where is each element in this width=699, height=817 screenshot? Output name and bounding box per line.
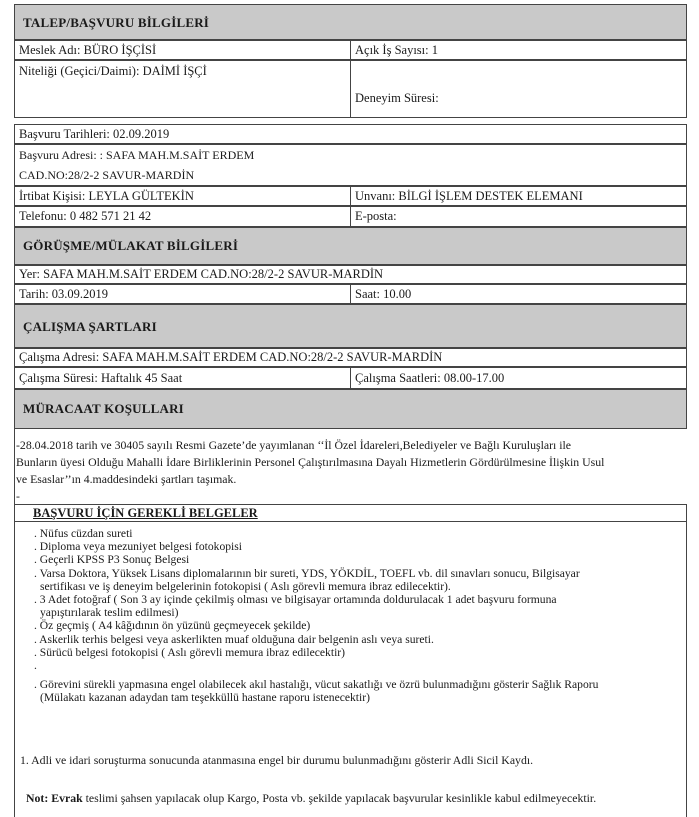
section-title: GÖRÜŞME/MÜLAKAT BİLGİLERİ [23,238,239,253]
section-header-gorusme [14,227,687,265]
list-item: yapıştırılarak teslim edilmesi) [40,606,179,620]
unvani-field: Unvanı: BİLGİ İŞLEM DESTEK ELEMANI [350,187,686,205]
gorusme-yer-field: Yer: SAFA MAH.M.SAİT ERDEM CAD.NO:28/2-2 SAVUR-MARDİN [19,267,384,281]
list-item: . 3 Adet fotoğraf ( Son 3 ay içinde çekilmiş olması ve bilgisayar ortamında doldurulacak 1 adet başvuru formuna [34,593,557,607]
row-calisma-adresi [14,348,687,367]
calisma-saatleri-field: Çalışma Saatleri: 08.00-17.00 [350,368,686,388]
evrak-note-text: teslimi şahsen yapılacak olup Kargo, Posta vb. şekilde yapılacak başvurular kesinlikle kabul edilmeyecektir. [82,791,597,805]
row-calisma-suresi [14,367,687,389]
muracaat-dash: - [16,489,20,503]
row-niteligi [14,60,687,118]
belgeler-header [15,505,686,522]
muracaat-line2: Bunların üyesi Olduğu Mahalli İdare Birliklerinin Personel Çalıştırılmasına Dayalı Hizmetlerin Gördürülmesine İlişkin Usul [16,455,605,469]
calisma-adresi-field: Çalışma Adresi: SAFA MAH.M.SAİT ERDEM CAD.NO:28/2-2 SAVUR-MARDİN [19,350,443,364]
niteligi-field: Niteliği (Geçici/Daimi): DAİMİ İŞÇİ [19,64,207,78]
list-item: . Diploma veya mezuniyet belgesi fotokopisi [34,540,242,554]
list-item: . Nüfus cüzdan sureti [34,527,133,540]
list-item: . Sürücü belgesi fotokopisi ( Aslı görevli memura ibraz edilecektir) [34,645,346,659]
evrak-note [26,791,596,806]
list-item: . Askerlik terhis belgesi veya askerlikten muaf olduğuna dair belgenin aslı veya sureti. [34,632,434,646]
row-meslek [14,40,687,60]
list-item: . Varsa Doktora, Yüksek Lisans diplomalarının bir sureti, YDS, YÖKDİL, TOEFL vb. dil sınavları sonucu, Bilgisayar [34,566,580,580]
gorusme-tarih-field: Tarih: 03.09.2019 [19,286,109,301]
section-title: MÜRACAAT KOŞULLARI [23,401,184,416]
list-item: (Mülakatı kazanan adaydan tam teşekküllü hastane raporu istenecektir) [40,691,370,705]
basvuru-adresi-line1: Başvuru Adresi: : SAFA MAH.M.SAİT ERDEM [19,148,255,162]
row-telefon [14,206,687,227]
telefon-field: Telefonu: 0 482 571 21 42 [19,209,152,223]
evrak-note-label: Not: Evrak [26,791,83,805]
section-header-muracaat [14,389,687,429]
muracaat-line1: -28.04.2018 tarih ve 30405 sayılı Resmi Gazete’de yayımlanan ‘‘İl Özel İdareleri,Belediyeler ve Bağlı Kuruluşları ile [16,438,572,452]
adli-sicil-item: 1. Adli ve idari soruşturma sonucunda atanmasına engel bir durumu bulunmadığını gösterir Adli Sicil Kaydı. [20,753,534,767]
list-item: . Görevini sürekli yapmasına engel olabilecek akıl hastalığı, vücut sakatlığı ve özrü bulunmadığını gösterir Sağlık Raporu [34,678,599,692]
list-item: . Öz geçmiş ( A4 kâğıdının ön yüzünü geçmeyecek şekilde) [34,619,311,633]
meslek-field: Meslek Adı: BÜRO İŞÇİSİ [19,42,157,57]
row-basvuru-adresi [14,144,687,186]
eposta-field: E-posta: [350,207,686,226]
muracaat-line3: ve Esaslar’’ın 4.maddesindeki şartları taşımak. [16,472,237,486]
section-title: ÇALIŞMA ŞARTLARI [23,319,157,334]
row-basvuru-tarihi [14,124,687,144]
row-tarih-saat [14,284,687,304]
calisma-suresi-field: Çalışma Süresi: Haftalık 45 Saat [19,370,183,385]
list-item: . [34,659,37,673]
list-item: . Geçerli KPSS P3 Sonuç Belgesi [34,553,190,567]
irtibat-field: İrtibat Kişisi: LEYLA GÜLTEKİN [19,188,194,203]
section-header-talep [14,4,687,40]
gorusme-saat-field: Saat: 10.00 [350,285,686,303]
basvuru-tarihi-field: Başvuru Tarihleri: 02.09.2019 [19,126,170,141]
deneyim-field: Deneyim Süresi: [350,61,686,117]
section-title: TALEP/BAŞVURU BİLGİLERİ [23,15,210,30]
belgeler-list [20,527,680,705]
acik-is-field: Açık İş Sayısı: 1 [350,41,686,59]
basvuru-adresi-line2: CAD.NO:28/2-2 SAVUR-MARDİN [19,168,195,182]
section-header-calisma [14,304,687,348]
list-item: sertifikası ve iş deneyim belgelerinin fotokopisi ( Aslı görevli memura ibraz edilecektir). [40,579,451,593]
row-irtibat [14,186,687,206]
belgeler-title: BAŞVURU İÇİN GEREKLİ BELGELER [33,506,258,520]
row-yer [14,265,687,284]
